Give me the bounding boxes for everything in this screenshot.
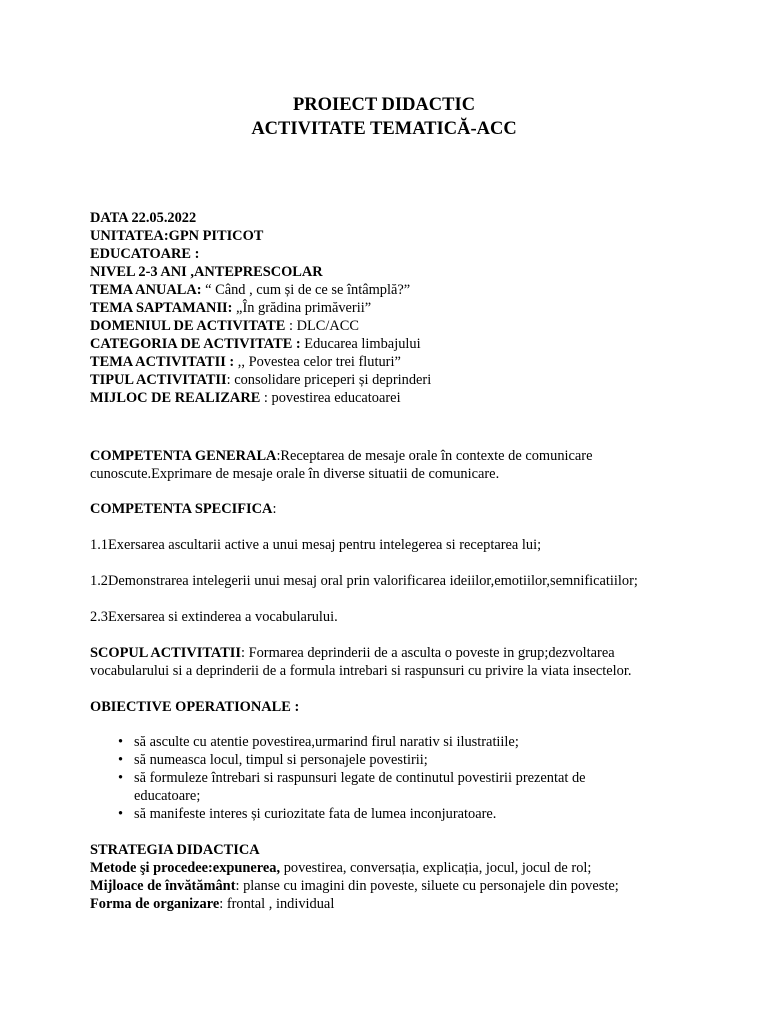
list-item-text: să manifeste interes și curiozitate fata de lumea inconjuratoare.	[134, 806, 497, 822]
field-categoria	[90, 335, 421, 353]
bullet-icon: •	[118, 806, 124, 822]
field-label: NIVEL 2-3 ANI ,ANTEPRESCOLAR	[90, 264, 323, 280]
field-label: TIPUL ACTIVITATII	[90, 372, 227, 388]
strategia-heading	[90, 841, 260, 859]
document-title: PROIECT DIDACTIC	[292, 95, 476, 115]
competenta-specifica-heading	[90, 500, 276, 518]
field-nivel	[90, 263, 323, 281]
field-value: „În grădina primăverii”	[232, 300, 372, 316]
field-label: Forma de organizare	[90, 896, 220, 912]
list-item	[118, 805, 638, 823]
field-value: : DLC/ACC	[285, 318, 359, 334]
field-value: ,, Povestea celor trei fluturi”	[234, 354, 401, 370]
scopul-activitatii	[90, 644, 615, 662]
bullet-icon: •	[118, 734, 124, 750]
section-heading: SCOPUL ACTIVITATII	[90, 645, 242, 661]
obiective-list	[118, 733, 638, 823]
paragraph-text: :Receptarea de mesaje orale în contexte de comunicare	[276, 448, 593, 464]
paragraph-text: 1.2Demonstrarea intelegerii unui mesaj oral prin valorificarea ideiilor,emotiilor,semnificatiilor;	[90, 573, 638, 589]
paragraph-text: 1.1Exersarea ascultarii active a unui mesaj pentru intelegerea si receptarea lui;	[90, 537, 542, 553]
field-value: : povestirea educatoarei	[260, 390, 401, 406]
list-item-text: să numeasca locul, timpul si personajele povestirii;	[134, 752, 428, 768]
mijloace-line	[90, 877, 619, 895]
field-domeniul	[90, 317, 359, 335]
field-mijloc-de-realizare	[90, 389, 401, 407]
list-item	[118, 769, 638, 805]
field-label: CATEGORIA DE ACTIVITATE :	[90, 336, 301, 352]
paragraph-text: : Formarea deprinderii de a asculta o poveste in grup;dezvoltarea	[241, 645, 615, 661]
field-label: Mijloace de învătământ	[90, 878, 236, 894]
competenta-generala-continued	[90, 465, 499, 483]
field-unitatea	[90, 227, 263, 245]
field-tema-anuala	[90, 281, 410, 299]
paragraph-text: cunoscute.Exprimare de mesaje orale în diverse situatii de comunicare.	[90, 466, 500, 482]
field-label: TEMA ACTIVITATII :	[90, 354, 235, 370]
list-item-text: să asculte cu atentie povestirea,urmarind firul narativ si ilustratiile;	[134, 734, 519, 750]
section-heading: COMPETENTA GENERALA	[90, 448, 277, 464]
competenta-generala	[90, 447, 592, 465]
section-heading: OBIECTIVE OPERATIONALE :	[90, 699, 300, 715]
field-label: TEMA ANUALA:	[90, 282, 202, 298]
field-data	[90, 209, 196, 227]
field-label: DATA 22.05.2022	[90, 210, 197, 226]
field-value: : frontal , individual	[219, 896, 335, 912]
heading-suffix: :	[272, 501, 277, 517]
obiective-heading	[90, 698, 299, 716]
field-label: Metode şi procedee:expunerea,	[90, 860, 281, 876]
field-label: UNITATEA:GPN PITICOT	[90, 228, 264, 244]
field-tipul-activitatii	[90, 371, 431, 389]
competenta-specifica-item	[90, 608, 338, 626]
field-label: DOMENIUL DE ACTIVITATE	[90, 318, 286, 334]
list-item	[118, 751, 638, 769]
forma-line	[90, 895, 334, 913]
field-label: TEMA SAPTAMANII:	[90, 300, 233, 316]
bullet-icon: •	[118, 770, 124, 786]
field-tema-activitatii	[90, 353, 401, 371]
scopul-activitatii-continued	[90, 662, 631, 680]
bullet-icon: •	[118, 752, 124, 768]
competenta-specifica-item	[90, 572, 638, 590]
section-heading: STRATEGIA DIDACTICA	[90, 842, 260, 858]
competenta-specifica-item	[90, 536, 541, 554]
list-item-text: să formuleze întrebari si raspunsuri legate de continutul povestirii prezentat de educatoare;	[134, 770, 586, 804]
list-item	[118, 733, 638, 751]
field-educatoare	[90, 245, 199, 263]
field-value: : planse cu imagini din poveste, siluete cu personajele din poveste;	[235, 878, 619, 894]
section-heading: COMPETENTA SPECIFICA	[90, 501, 273, 517]
field-value: : consolidare priceperi și deprinderi	[226, 372, 432, 388]
paragraph-text: 2.3Exersarea si extinderea a vocabularului.	[90, 609, 338, 625]
field-label: EDUCATOARE :	[90, 246, 200, 262]
field-label: MIJLOC DE REALIZARE	[90, 390, 261, 406]
metode-line	[90, 859, 591, 877]
document-subtitle: ACTIVITATE TEMATICĂ-ACC	[251, 119, 517, 139]
field-value: Educarea limbajului	[300, 336, 421, 352]
field-tema-saptamanii	[90, 299, 371, 317]
paragraph-text: vocabularului si a deprinderii de a formula intrebari si raspunsuri cu privire la viata insectelor.	[90, 663, 632, 679]
field-value: povestirea, conversația, explicația, jocul, jocul de rol;	[280, 860, 592, 876]
field-value: “ Când , cum și de ce se întâmplă?”	[201, 282, 411, 298]
